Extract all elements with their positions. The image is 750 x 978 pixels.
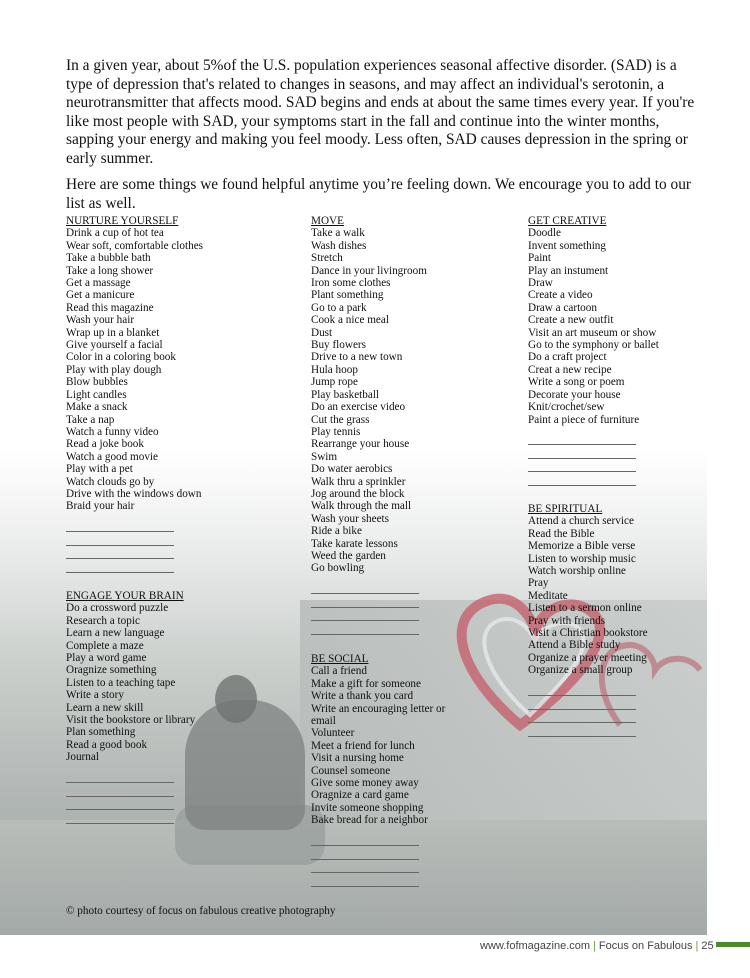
list-item: Take a nap: [66, 413, 115, 426]
list-item: Meditate: [528, 589, 568, 602]
list-item: Draw: [528, 277, 553, 290]
blank-line: [66, 784, 174, 797]
list-item: Draw a cartoon: [528, 301, 597, 314]
footer-magazine: Focus on Fabulous: [598, 940, 693, 952]
list-item: Meet a friend for lunch: [311, 739, 415, 752]
list-item: Drive to a new town: [311, 351, 403, 364]
list-item: Play an instument: [528, 264, 609, 277]
list-item: Write an encouraging letter or: [311, 702, 446, 715]
be-spiritual-list: [528, 503, 648, 737]
brain-items: [66, 602, 195, 763]
list-item: Complete a maze: [66, 639, 144, 652]
engage-brain-list: [66, 590, 195, 824]
creative-items: [528, 227, 659, 426]
list-item: Make a snack: [66, 401, 128, 414]
list-item: Read a joke book: [66, 438, 144, 451]
be-spiritual-heading: BE SPIRITUAL: [528, 503, 603, 515]
list-item: Play a word game: [66, 652, 147, 665]
list-item: Get a manicure: [66, 289, 135, 302]
blank-line: [311, 861, 419, 874]
list-item: Journal: [66, 751, 99, 764]
list-item: Drive with the windows down: [66, 487, 202, 500]
list-item: Do water aerobics: [311, 463, 393, 476]
list-item: Write a story: [66, 689, 124, 702]
blank-line: [311, 582, 419, 595]
list-item: Do a craft project: [528, 351, 607, 364]
list-item: Do a crossword puzzle: [66, 602, 169, 615]
spiritual-items: [528, 515, 648, 676]
list-item: Wear soft, comfortable clothes: [66, 239, 204, 252]
list-item: Dust: [311, 326, 333, 339]
list-item: Invent something: [528, 239, 606, 252]
list-item: Write a thank you card: [311, 690, 414, 703]
get-creative-list: [528, 215, 659, 486]
list-item: Walk through the mall: [311, 500, 412, 513]
blank-line: [66, 533, 174, 546]
man-head: [215, 675, 257, 723]
footer-separator: |: [593, 940, 596, 952]
list-item: Watch a good movie: [66, 450, 158, 463]
list-item: Pray with friends: [528, 614, 606, 627]
list-item: Make a gift for someone: [311, 677, 421, 690]
list-item: Organize a small group: [528, 664, 633, 677]
list-item: Watch clouds go by: [66, 475, 155, 488]
list-item: Jump rope: [311, 376, 358, 389]
blank-line: [311, 622, 419, 635]
blank-line: [311, 595, 419, 608]
list-item: Hula hoop: [311, 363, 358, 376]
be-social-heading: BE SOCIAL: [311, 653, 369, 665]
list-item: Wrap up in a blanket: [66, 326, 160, 339]
list-item: Cut the grass: [311, 413, 370, 426]
list-item: Oragnize a card game: [311, 789, 409, 802]
list-item: Doodle: [528, 227, 561, 240]
blank-line: [528, 697, 636, 710]
list-item: Wash your sheets: [311, 512, 390, 525]
list-item: Invite someone shopping: [311, 801, 424, 814]
list-item: Blow bubbles: [66, 376, 128, 389]
intro-paragraph: In a given year, about 5%of the U.S. population experiences seasonal affective disorder. (SAD) is a type of depression that's related to changes in seasons, and may affect an individual's serotonin, a neurotransmitter that affects mood. SAD begins and ends at about the same times every year. If you're like most people with SAD, your symptoms start in the fall and continue into the winter months, sapping your energy and making you feel moody. Less often, SAD causes depression in the spring or early summer.: [66, 57, 695, 167]
list-item: Listen to a teaching tape: [66, 676, 176, 689]
list-item: Volunteer: [311, 727, 355, 740]
list-item: Learn a new language: [66, 627, 165, 640]
blank-line: [528, 473, 636, 486]
footer-separator: |: [695, 940, 699, 952]
list-item: Wash dishes: [311, 239, 367, 252]
list-item: Call a friend: [311, 665, 367, 678]
list-item: Oragnize something: [66, 664, 157, 677]
be-social-list: [311, 653, 445, 887]
list-item: Swim: [311, 450, 338, 463]
list-item: Decorate your house: [528, 388, 621, 401]
list-item: Go bowling: [311, 562, 365, 575]
list-item: Cook a nice meal: [311, 314, 389, 327]
blank-line: [66, 547, 174, 560]
list-item: Read a good book: [66, 738, 148, 751]
move-list: [311, 215, 427, 635]
photo-credit: © photo courtesy of focus on fabulous creative photography: [66, 905, 336, 917]
page-number: 25: [701, 940, 714, 952]
blank-line: [528, 460, 636, 473]
engage-brain-heading: ENGAGE YOUR BRAIN: [66, 590, 184, 602]
list-item: Drink a cup of hot tea: [66, 227, 164, 240]
blank-line: [311, 609, 419, 622]
list-item: Watch a funny video: [66, 425, 159, 438]
list-item: Organize a prayer meeting: [528, 651, 647, 664]
list-item: Write a song or poem: [528, 376, 625, 389]
list-item: Watch worship online: [528, 565, 626, 578]
list-item: Take a bubble bath: [66, 252, 151, 265]
list-item: Give some money away: [311, 777, 419, 790]
list-item: Weed the garden: [311, 549, 386, 562]
blank-line: [528, 433, 636, 446]
nurture-yourself-heading: NURTURE YOURSELF: [66, 215, 179, 227]
move-items: [311, 227, 427, 574]
list-item: Memorize a Bible verse: [528, 540, 636, 553]
get-creative-heading: GET CREATIVE: [528, 215, 607, 227]
list-item: Braid your hair: [66, 500, 135, 513]
blank-line: [528, 446, 636, 459]
list-item: Attend a church service: [528, 515, 634, 528]
nurture-items: [66, 227, 203, 512]
list-item: Paint: [528, 252, 551, 265]
list-item: Listen to a sermon online: [528, 602, 642, 615]
list-item: Create a new outfit: [528, 314, 614, 327]
list-item: Visit a nursing home: [311, 752, 404, 765]
list-item: Visit a Christian bookstore: [528, 627, 648, 640]
blank-line: [66, 520, 174, 533]
blank-line: [311, 834, 419, 847]
list-item: Wash your hair: [66, 314, 135, 327]
list-item: Knit/crochet/sew: [528, 401, 605, 414]
list-item: Paint a piece of furniture: [528, 413, 640, 426]
list-item: Take karate lessons: [311, 537, 398, 550]
list-item: Go to the symphony or ballet: [528, 339, 659, 352]
page-margin-right: [707, 0, 750, 978]
list-item: Creat a new recipe: [528, 363, 612, 376]
list-item: Iron some clothes: [311, 277, 391, 290]
list-item: Pray: [528, 577, 549, 590]
blank-line: [66, 771, 174, 784]
blank-line: [66, 560, 174, 573]
list-item: Plan something: [66, 726, 136, 739]
list-item: Play with a pet: [66, 463, 133, 476]
list-item: Jog around the block: [311, 487, 405, 500]
list-item: Plant something: [311, 289, 384, 302]
list-item: Read this magazine: [66, 301, 154, 314]
blank-line: [66, 811, 174, 824]
list-item: Stretch: [311, 252, 343, 265]
list-item: Listen to worship music: [528, 552, 636, 565]
list-item: Give yourself a facial: [66, 339, 163, 352]
list-item: Create a video: [528, 289, 593, 302]
list-item: Learn a new skill: [66, 701, 144, 714]
blank-line: [528, 684, 636, 697]
blank-line: [528, 724, 636, 737]
list-item: Play tennis: [311, 425, 361, 438]
move-heading: MOVE: [311, 215, 344, 227]
intro-encouragement: Here are some things we found helpful anytime you’re feeling down. We encourage you to add to our list as well.: [66, 176, 692, 212]
footer-accent-bar: [716, 942, 750, 947]
list-item: Play basketball: [311, 388, 380, 401]
blank-line: [66, 798, 174, 811]
list-item: Visit an art museum or show: [528, 326, 657, 339]
footer-site[interactable]: www.fofmagazine.com: [480, 940, 591, 952]
list-item: Attend a Bible study: [528, 639, 621, 652]
blank-line: [311, 847, 419, 860]
list-item: Color in a coloring book: [66, 351, 176, 364]
list-item: Read the Bible: [528, 527, 595, 540]
list-item: Play with play dough: [66, 363, 162, 376]
social-items: [311, 665, 445, 826]
list-item: Ride a bike: [311, 525, 362, 538]
list-item: Buy flowers: [311, 339, 366, 352]
list-item: Walk thru a sprinkler: [311, 475, 406, 488]
list-item: Get a massage: [66, 277, 131, 290]
list-item: Visit the bookstore or library: [66, 714, 196, 727]
list-item: Bake bread for a neighbor: [311, 814, 428, 827]
nurture-yourself-list: [66, 215, 203, 573]
list-item: Do an exercise video: [311, 401, 406, 414]
list-item: email: [311, 715, 336, 728]
page-footer: [480, 940, 714, 952]
list-item: Research a topic: [66, 614, 140, 627]
list-item: Counsel someone: [311, 764, 391, 777]
list-item: Light candles: [66, 388, 127, 401]
blank-line: [528, 711, 636, 724]
list-item: Rearrange your house: [311, 438, 410, 451]
blank-line: [311, 874, 419, 887]
list-item: Take a walk: [311, 227, 365, 240]
list-item: Go to a park: [311, 301, 367, 314]
list-item: Dance in your livingroom: [311, 264, 427, 277]
list-item: Take a long shower: [66, 264, 154, 277]
